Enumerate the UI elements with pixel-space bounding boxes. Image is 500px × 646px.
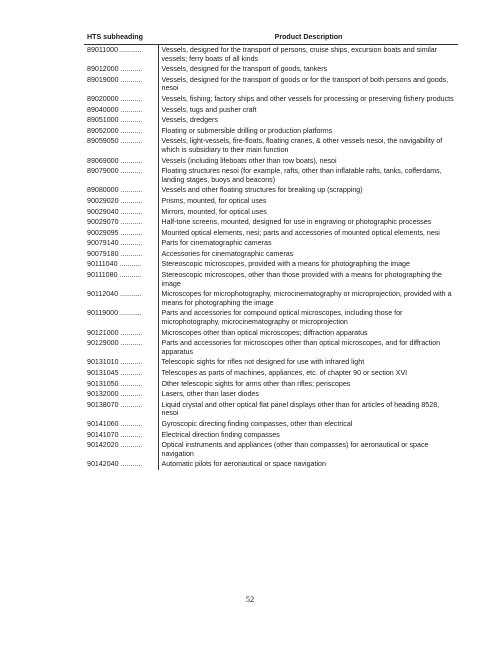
product-description-cell: Vessels, dredgers — [161, 116, 218, 125]
table-row — [84, 238, 458, 249]
table-row — [84, 357, 458, 368]
product-description-cell: Vessels, designed for the transport of goods, tankers — [161, 65, 328, 74]
product-description-cell: Half-tone screens, mounted, designed for use in engraving or photographic processes — [161, 218, 432, 227]
hts-table — [84, 33, 458, 470]
page-number: 52 — [245, 594, 255, 604]
table-row — [84, 419, 458, 430]
header-product-description: Product Description — [158, 33, 458, 45]
hts-code-cell: 90111080 ........... — [84, 270, 158, 289]
table-row — [84, 185, 458, 196]
product-description-cell: Mounted optical elements, nesi; parts and accessories of mounted optical elements, nesi — [161, 228, 440, 237]
table-header-row — [84, 33, 458, 45]
hts-code-cell: 90141070 ........... — [84, 430, 158, 441]
hts-code-cell: 90111040 ........... — [84, 259, 158, 270]
hts-code-cell: 89012000 ........... — [84, 64, 158, 75]
table-row — [84, 338, 458, 357]
hts-code-cell: 90138070 ........... — [84, 400, 158, 419]
hts-code-cell: 90131010 ........... — [84, 357, 158, 368]
hts-code-cell: 89069000 ........... — [84, 156, 158, 167]
product-description-cell: Vessels (including lifeboats other than row boats), nesoi — [161, 156, 337, 165]
table-row — [84, 207, 458, 218]
product-description-cell: Vessels, tugs and pusher craft — [161, 105, 257, 114]
product-description-cell: Microscopes other than optical microscopes; diffraction apparatus — [161, 328, 368, 337]
hts-code-cell: 90131050 ........... — [84, 379, 158, 390]
table-row — [84, 440, 458, 459]
product-description-cell: Optical instruments and appliances (other than compasses) for aeronautical or space navigation — [161, 441, 429, 458]
table-row — [84, 126, 458, 137]
product-description-cell: Liquid crystal and other optical flat panel displays other than for articles of heading 8528, nesoi — [161, 400, 440, 418]
table-row — [84, 379, 458, 390]
product-description-cell: Vessels, designed for the transport of persons, cruise ships, excursion boats and similar vessels; ferry boats of all kinds — [161, 46, 438, 63]
hts-code-cell: 89059050 ........... — [84, 136, 158, 155]
table-row — [84, 115, 458, 126]
hts-code-cell: 89019000 ........... — [84, 75, 158, 94]
product-description-cell: Stereoscopic microscopes, provided with a means for photographing the image — [161, 260, 410, 269]
hts-code-cell: 89052000 ........... — [84, 126, 158, 137]
hts-code-cell: 89079000 ........... — [84, 166, 158, 185]
product-description-cell: Mirrors, mounted, for optical uses — [161, 207, 267, 216]
table-row — [84, 400, 458, 419]
table-row — [84, 430, 458, 441]
hts-code-cell: 90141060 ........... — [84, 419, 158, 430]
hts-code-cell: 89020000 ........... — [84, 94, 158, 105]
hts-code-cell: 89011000 ........... — [84, 45, 158, 65]
hts-code-cell: 90121000 ........... — [84, 328, 158, 339]
product-description-cell: Electrical direction finding compasses — [161, 430, 280, 439]
hts-code-cell: 90079140 ........... — [84, 238, 158, 249]
table-row — [84, 166, 458, 185]
product-description-cell: Vessels, light-vessels, fire-floats, floating cranes, & other vessels nesoi, the navigability of which is subsidiary to their main function — [161, 137, 443, 154]
hts-code-cell: 90129000 ........... — [84, 338, 158, 357]
table-row — [84, 196, 458, 207]
product-description-cell: Vessels and other floating structures for breaking up (scrapping) — [161, 186, 363, 195]
hts-code-cell: 90079180 ........... — [84, 249, 158, 260]
hts-code-cell: 89051000 ........... — [84, 115, 158, 126]
table-row — [84, 259, 458, 270]
hts-code-cell: 90029095 ........... — [84, 228, 158, 239]
product-description-cell: Parts and accessories for compound optical microscopes, including those for microphotography, microcinematography or microprojection — [161, 309, 403, 327]
table-row — [84, 228, 458, 239]
product-description-cell: Microscopes for microphotography, microcinematography or microprojection, provided with a means for photographing the image — [161, 290, 452, 307]
table-row — [84, 270, 458, 289]
product-description-cell: Automatic pilots for aeronautical or space navigation — [161, 460, 326, 469]
product-description-cell: Floating or submersible drilling or production platforms — [161, 126, 333, 135]
hts-code-cell: 90132000 ........... — [84, 389, 158, 400]
product-description-cell: Gyroscopic directing finding compasses, other than electrical — [161, 419, 353, 428]
header-hts-subheading: HTS subheading — [84, 33, 158, 45]
product-description-cell: Other telescopic sights for arms other than rifles; periscopes — [161, 379, 351, 388]
table-row — [84, 156, 458, 167]
product-description-cell: Telescopes as parts of machines, appliances, etc. of chapter 90 or section XVI — [161, 369, 408, 377]
hts-code-cell: 90029020 ........... — [84, 196, 158, 207]
hts-code-cell: 90131045 ........... — [84, 368, 158, 379]
product-description-cell: Parts for cinematographic cameras — [161, 239, 272, 248]
product-description-cell: Lasers, other than laser diodes — [161, 390, 259, 399]
table-row — [84, 105, 458, 116]
hts-code-cell: 90142040 ........... — [84, 459, 158, 470]
table-row — [84, 308, 458, 327]
table-row — [84, 368, 458, 379]
hts-code-cell: 90112040 ........... — [84, 289, 158, 308]
product-description-cell: Vessels, fishing; factory ships and other vessels for processing or preserving fishery products — [161, 94, 454, 103]
hts-code-cell: 90119000 ........... — [84, 308, 158, 327]
table-row — [84, 328, 458, 339]
hts-code-cell: 90029070 ........... — [84, 217, 158, 228]
table-row — [84, 64, 458, 75]
table-body — [84, 45, 458, 470]
table-row — [84, 94, 458, 105]
table-row — [84, 75, 458, 94]
hts-code-cell: 89040000 ........... — [84, 105, 158, 116]
table-row — [84, 459, 458, 470]
product-description-cell: Vessels, designed for the transport of goods or for the transport of both persons and goods, nesoi — [161, 75, 449, 93]
product-description-cell: Prisms, mounted, for optical uses — [161, 196, 267, 205]
hts-code-cell: 89080000 ........... — [84, 185, 158, 196]
product-description-cell: Accessories for cinematographic cameras — [161, 249, 294, 258]
table-row — [84, 289, 458, 308]
hts-code-cell: 90142020 ........... — [84, 440, 158, 459]
hts-code-cell: 90029040 ........... — [84, 207, 158, 218]
product-description-cell: Floating structures nesoi (for example, rafts, other than inflatable rafts, tanks, cofferdams, landing stages, buoys and beacons) — [161, 167, 442, 184]
table-row — [84, 217, 458, 228]
table-row — [84, 136, 458, 155]
product-description-cell: Telescopic sights for rifles not designed for use with infrared light — [161, 358, 365, 367]
product-description-cell: Parts and accessories for microscopes other than optical microscopes, and for diffraction apparatus — [161, 339, 441, 356]
table-row — [84, 389, 458, 400]
table-row — [84, 45, 458, 65]
table-row — [84, 249, 458, 260]
product-description-cell: Stereoscopic microscopes, other than those provided with a means for photographing the image — [161, 271, 442, 288]
